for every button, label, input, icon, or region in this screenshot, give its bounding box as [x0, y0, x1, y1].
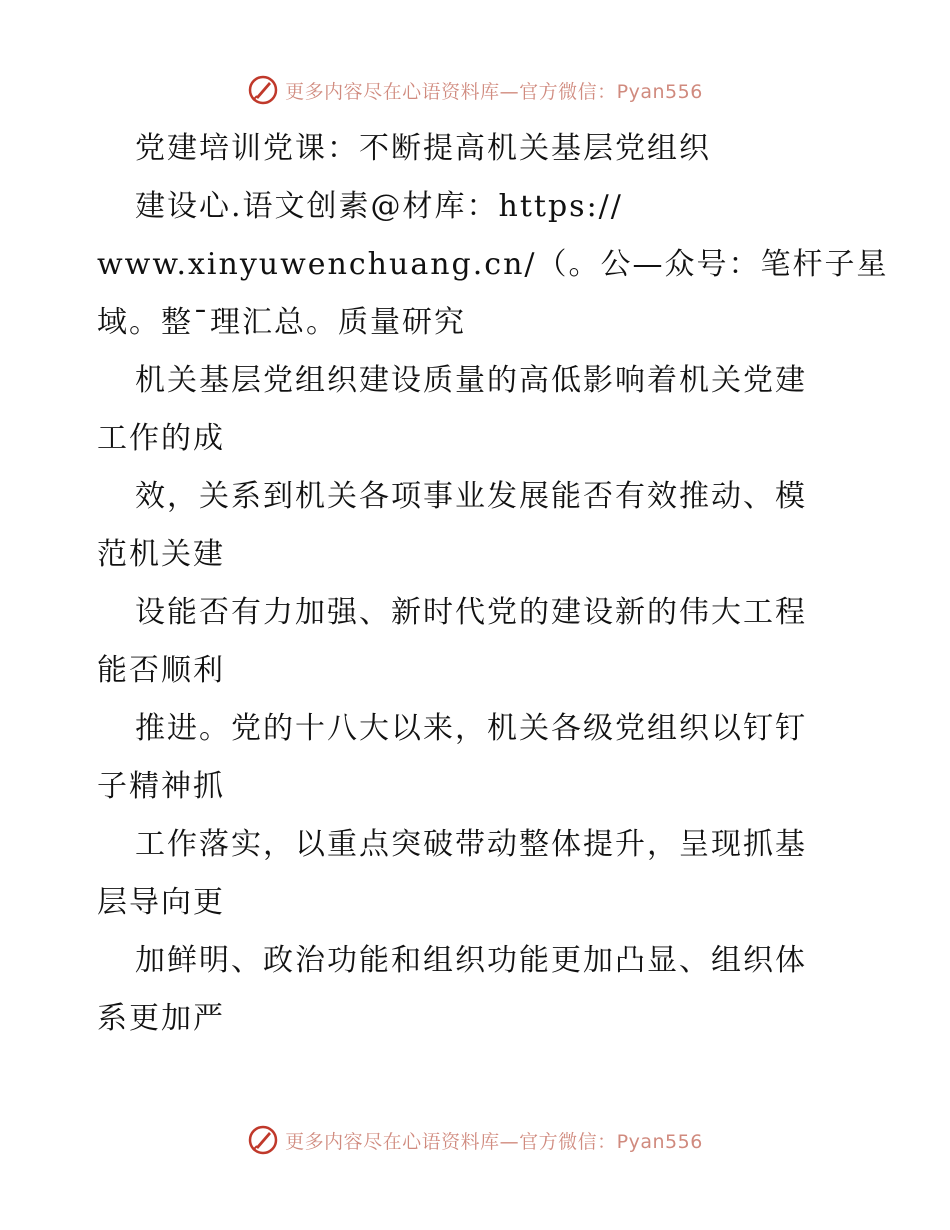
footer-banner-text: 更多内容尽在心语资料库—官方微信：Pyan556 — [285, 1130, 703, 1153]
header-banner-text: 更多内容尽在心语资料库—官方微信：Pyan556 — [285, 80, 703, 103]
document-line: 工作落实，以重点突破带动整体提升，呈现抓基 — [135, 827, 807, 862]
document-line: www.xinyuwenchuang.cn/（。公—众号：笔杆子星 — [97, 247, 889, 282]
document-line: 机关基层党组织建设质量的高低影响着机关党建 — [135, 363, 807, 398]
document-line: 效，关系到机关各项事业发展能否有效推动、模 — [135, 479, 807, 514]
document-line: 设能否有力加强、新时代党的建设新的伟大工程 — [135, 595, 807, 630]
header-banner — [0, 70, 950, 110]
quill-logo-icon — [247, 74, 279, 106]
document-line: 推进。党的十八大以来，机关各级党组织以钉钉 — [135, 711, 807, 746]
document-line: 域。整¯理汇总。质量研究 — [97, 305, 466, 340]
document-line: 系更加严 — [97, 1001, 225, 1036]
document-line: 能否顺利 — [97, 653, 225, 688]
document-line: 加鲜明、政治功能和组织功能更加凸显、组织体 — [135, 943, 807, 978]
document-line: 党建培训党课：不断提高机关基层党组织 — [135, 131, 711, 166]
document-body — [97, 120, 889, 1048]
quill-logo-icon — [247, 1124, 279, 1156]
document-line: 范机关建 — [97, 537, 225, 572]
document-line: 建设心.语文创素@材库：https:// — [135, 189, 623, 224]
document-line: 层导向更 — [97, 885, 225, 920]
footer-banner — [0, 1120, 950, 1160]
document-line: 工作的成 — [97, 421, 225, 456]
document-line: 子精神抓 — [97, 769, 225, 804]
